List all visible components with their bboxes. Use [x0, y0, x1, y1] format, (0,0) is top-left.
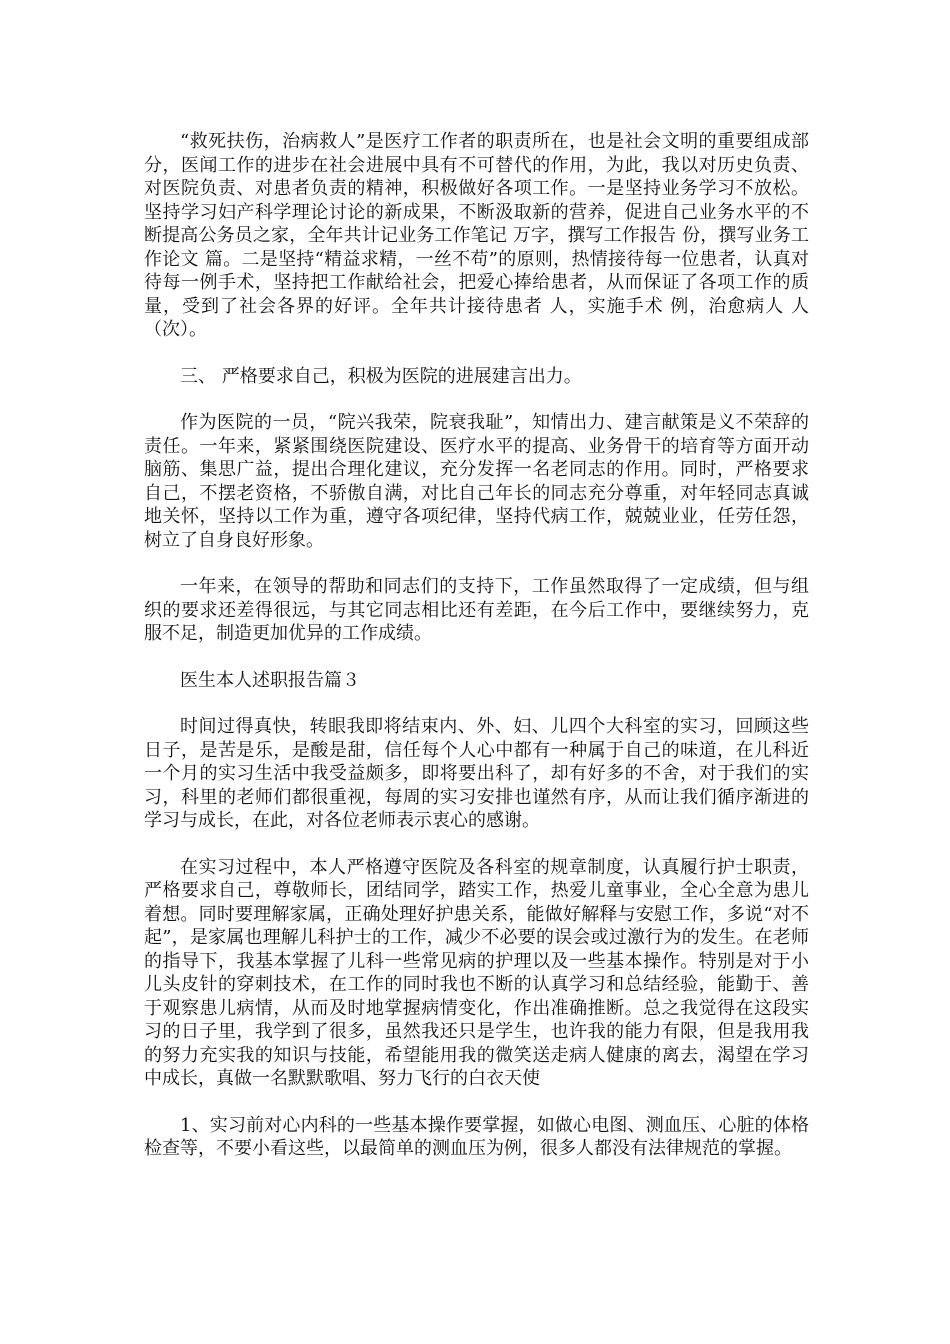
- report-title-part-3: 医生本人述职报告篇３: [180, 669, 360, 691]
- paragraph-internship-intro: 时间过得真快，转眼我即将结束内、外、妇、儿四个大科室的实习，回顾这些日子，是苦是乐，是酸是甜，信任每个人心中都有一种属于自己的味道，在儿科近一个月的实习生活中我受益颇多，即将要出科了，却有好多的不舍，对于我们的实习，科里的老师们都很重视，每周的实习安排也谨然有序，从而让我们循序渐进的学习与成长，在此，对各位老师表示衷心的感谢。: [144, 716, 809, 831]
- paragraph-hospital-member: 作为医院的一员，“院兴我荣，院衰我耻”，知情出力、建言献策是义不荣辞的责任。一年来，紧紧围绕医院建设、医疗水平的提高、业务骨干的培育等方面开动脑筋、集思广益，提出合理化建议，充分发挥一名老同志的作用。同时，严格要求自己，不摆老资格，不骄傲自满，对比自己年长的同志充分尊重，对年轻同志真诚地关怀，坚持以工作为重，遵守各项纪律，坚持代病工作，兢兢业业，任劳任怨，树立了自身良好形象。: [144, 412, 809, 551]
- document-body: [144, 130, 809, 1184]
- paragraph-internship-process: 在实习过程中，本人严格遵守医院及各科室的规章制度，认真履行护士职责，严格要求自己，尊敬师长，团结同学，踏实工作，热爱儿童事业，全心全意为患儿着想。同时要理解家属，正确处理好护患关系，能做好解释与安慰工作，多说“对不起”，是家属也理解儿科护士的工作，减少不必要的误会或过激行为的发生。在老师的指导下，我基本掌握了儿科一些常见病的护理以及一些基本操作。特别是对于小儿头皮针的穿刺技术，在工作的同时我也不断的认真学习和总结经验，能勤于、善于观察患儿病情，从而及时地掌握病情变化，作出准确推断。总之我觉得在这段实习的日子里，我学到了很多，虽然我还只是学生，也许我的能力有限，但是我用我的努力充实我的知识与技能，希望能用我的微笑送走病人健康的离去，渴望在学习中成长，真做一名默默歌唱、努力飞行的白衣天使: [144, 856, 809, 1089]
- section-heading-three: 三、 严格要求自己，积极为医院的进展建言出力。: [180, 365, 582, 387]
- paragraph-year-summary: 一年来，在领导的帮助和同志们的支持下，工作虽然取得了一定成绩，但与组织的要求还差得很远，与其它同志相比还有差距，在今后工作中，要继续努力，克服不足，制造更加优异的工作成绩。: [144, 576, 809, 644]
- paragraph-work-duties: “救死扶伤，治病救人”是医疗工作者的职责所在，也是社会文明的重要组成部分，医闻工作的进步在社会进展中具有不可替代的作用，为此，我以对历史负责、对医院负责、对患者负责的精神，积极做好各项工作。一是坚持业务学习不放松。坚持学习妇产科学理论讨论的新成果，不断汲取新的营养，促进自己业务水平的不断提高公务员之家，全年共计记业务工作笔记 万字，撰写工作报告 份，撰写业务工作论文 篇。二是坚持“精益求精，一丝不苟”的原则，热情接待每一位患者，认真对待每一例手术，坚持把工作献给社会，把爱心捧给患者，从而保证了各项工作的质量，受到了社会各界的好评。全年共计接待患者 人，实施手术 例，治愈病人 人（次）。: [144, 131, 809, 340]
- paragraph-cardiology-tips: 1、实习前对心内科的一些基本操作要掌握，如做心电图、测血压、心脏的体格检查等，不要小看这些，以最简单的测血压为例，很多人都没有法律规范的掌握。: [144, 1114, 809, 1159]
